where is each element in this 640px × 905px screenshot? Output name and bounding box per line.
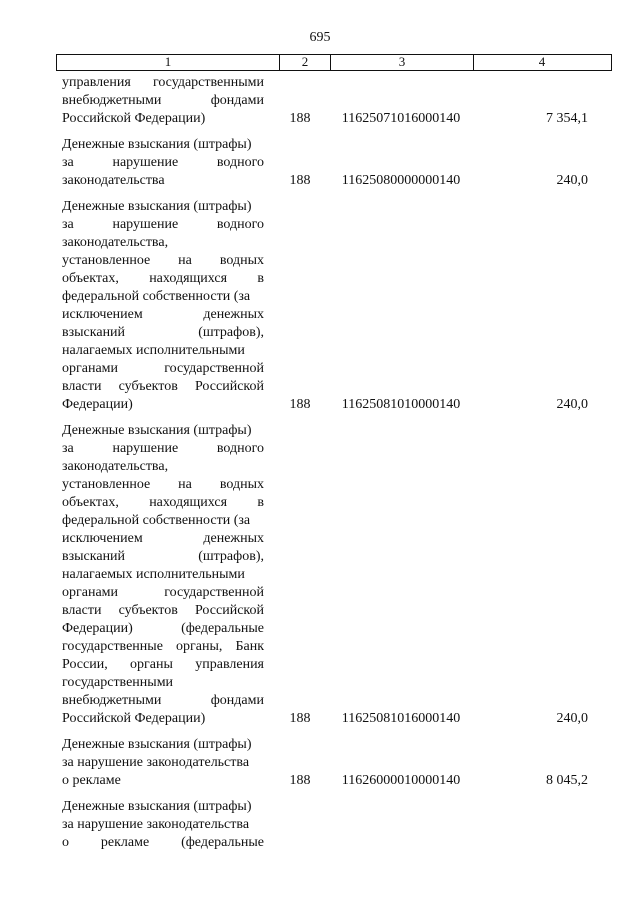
row-2-line-2: законодательства, (62, 235, 169, 250)
row-2-line-6: исключением денежных (62, 307, 264, 322)
row-3-line-8: налагаемых исполнительными (62, 567, 245, 582)
header-col-2: 2 (301, 54, 309, 69)
row-1-line-1: за нарушение водного (62, 155, 264, 170)
row-2-line-3: установленное на водных (62, 253, 264, 268)
header-col-1: 1 (164, 54, 172, 69)
row-3-admin-code: 188 (289, 711, 311, 726)
table-header (56, 54, 612, 71)
row-2-line-7: взысканий (штрафов), (62, 325, 264, 340)
row-3-budget-code: 11625081016000140 (341, 711, 461, 726)
row-1-budget-code: 11625080000000140 (341, 173, 461, 188)
row-3-amount: 240,0 (556, 711, 588, 726)
row-2-line-1: за нарушение водного (62, 217, 264, 232)
row-0-line-2: Российской Федерации) (62, 111, 206, 126)
row-3-line-3: установленное на водных (62, 477, 264, 492)
row-3-line-16: Российской Федерации) (62, 711, 206, 726)
row-3-line-7: взысканий (штрафов), (62, 549, 264, 564)
row-2-amount: 240,0 (556, 397, 588, 412)
header-col-4: 4 (538, 54, 546, 69)
row-3-line-9: органами государственной (62, 585, 264, 600)
row-4-budget-code: 11626000010000140 (341, 773, 461, 788)
row-2-admin-code: 188 (289, 397, 311, 412)
row-5-line-2: о рекламе (федеральные (62, 835, 264, 850)
row-2-line-11: Федерации) (62, 397, 133, 412)
row-2-budget-code: 11625081010000140 (341, 397, 461, 412)
row-0-admin-code: 188 (289, 111, 311, 126)
row-2-line-9: органами государственной (62, 361, 264, 376)
row-2-line-5: федеральной собственности (за (62, 289, 251, 304)
row-3-line-6: исключением денежных (62, 531, 264, 546)
row-4-line-2: о рекламе (62, 773, 121, 788)
row-3-line-10: власти субъектов Российской (62, 603, 264, 618)
row-2-line-4: объектах, находящихся в (62, 271, 264, 286)
row-0-budget-code: 11625071016000140 (341, 111, 461, 126)
row-5-line-0: Денежные взыскания (штрафы) (62, 799, 252, 814)
row-3-line-4: объектах, находящихся в (62, 495, 264, 510)
row-2-line-0: Денежные взыскания (штрафы) (62, 199, 252, 214)
row-3-line-11: Федерации) (федеральные (62, 621, 264, 636)
row-3-line-1: за нарушение водного (62, 441, 264, 456)
row-1-amount: 240,0 (556, 173, 588, 188)
row-3-line-14: государственными (62, 675, 174, 690)
row-1-line-2: законодательства (62, 173, 165, 188)
row-5-line-1: за нарушение законодательства (62, 817, 250, 832)
row-0-line-1: внебюджетными фондами (62, 93, 264, 108)
row-3-line-12: государственные органы, Банк (62, 639, 264, 654)
row-3-line-15: внебюджетными фондами (62, 693, 264, 708)
row-0-amount: 7 354,1 (546, 111, 588, 126)
row-1-line-0: Денежные взыскания (штрафы) (62, 137, 252, 152)
page-number: 695 (309, 30, 331, 45)
row-4-admin-code: 188 (289, 773, 311, 788)
row-4-line-1: за нарушение законодательства (62, 755, 250, 770)
header-col-3: 3 (398, 54, 406, 69)
row-3-line-13: России, органы управления (62, 657, 264, 672)
row-2-line-8: налагаемых исполнительными (62, 343, 245, 358)
row-2-line-10: власти субъектов Российской (62, 379, 264, 394)
row-0-line-0: управления государственными (62, 75, 264, 90)
row-3-line-5: федеральной собственности (за (62, 513, 251, 528)
row-3-line-2: законодательства, (62, 459, 169, 474)
row-4-amount: 8 045,2 (546, 773, 588, 788)
row-1-admin-code: 188 (289, 173, 311, 188)
row-4-line-0: Денежные взыскания (штрафы) (62, 737, 252, 752)
row-3-line-0: Денежные взыскания (штрафы) (62, 423, 252, 438)
